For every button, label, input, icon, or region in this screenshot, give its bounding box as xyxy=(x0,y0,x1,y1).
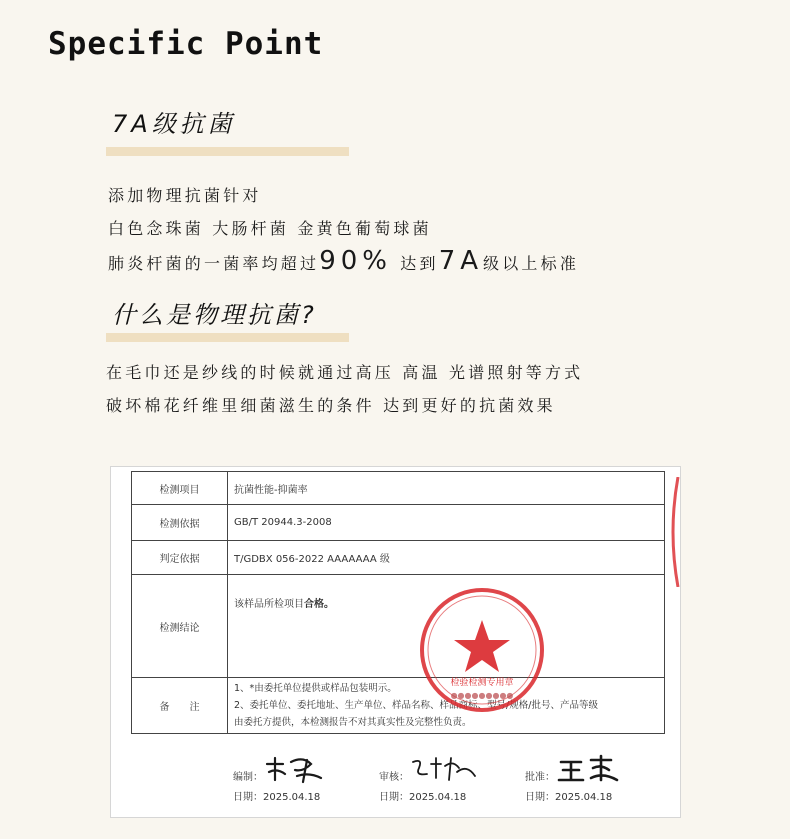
table-row-remarks xyxy=(132,678,665,734)
handwritten-signature-icon xyxy=(409,754,479,784)
row-key: 检测结论 xyxy=(132,575,228,678)
table-row xyxy=(132,472,665,505)
handwritten-signature-icon xyxy=(555,754,625,784)
stats-text: 肺炎杆菌的一菌率均超过 xyxy=(108,254,320,273)
official-seal-stamp xyxy=(417,585,547,715)
body-line: 添加物理抗菌针对 xyxy=(108,186,262,205)
remark-line: 1、*由委托单位提供或样品包装明示。 xyxy=(234,683,397,694)
section-heading-antibacterial: 7A级抗菌 xyxy=(112,110,236,138)
conclusion-text: 该样品所检项目 xyxy=(234,599,304,610)
table-row xyxy=(132,505,665,541)
row-value: T/GDBX 056-2022 AAAAAAA 级 xyxy=(228,541,665,575)
row-key: 检测依据 xyxy=(132,505,228,541)
signature-label: 编制： xyxy=(233,772,263,783)
heading-underline-bar xyxy=(106,333,349,342)
body-line-stats xyxy=(108,246,579,276)
stamp-label: 检验检测专用章 xyxy=(450,678,514,688)
stats-grade: 7A xyxy=(438,246,484,276)
test-report xyxy=(110,466,681,818)
heading-underline-bar xyxy=(106,147,349,156)
table-row-conclusion xyxy=(132,575,665,678)
row-value: 抗菌性能-抑菌率 xyxy=(228,472,665,505)
signature-date: 日期：2025.04.18 xyxy=(233,792,321,803)
body-line: 在毛巾还是纱线的时候就通过高压 高温 光谱照射等方式 xyxy=(106,363,584,382)
edge-seal-stamp xyxy=(666,477,680,587)
svg-text:●●●●●●●●●: ●●●●●●●●● xyxy=(450,691,514,700)
signature-date: 日期：2025.04.18 xyxy=(379,792,467,803)
table-row xyxy=(132,541,665,575)
row-key: 检测项目 xyxy=(132,472,228,505)
page-title: Specific Point xyxy=(48,26,324,62)
conclusion-result: 合格。 xyxy=(304,599,334,610)
remark-line: 由委托方提供，本检测报告不对其真实性及完整性负责。 xyxy=(234,717,472,728)
row-value: GB/T 20944.3-2008 xyxy=(228,505,665,541)
body-line: 白色念珠菌 大肠杆菌 金黄色葡萄球菌 xyxy=(108,219,432,238)
stats-text: 级以上标准 xyxy=(483,254,580,273)
remark-line: 2、委托单位、委托地址、生产单位、样品名称、样品商标、型号/规格/批号、产品等级 xyxy=(234,700,598,711)
section-heading-physical: 什么是物理抗菌? xyxy=(112,301,317,329)
stats-percentage: 90% xyxy=(319,246,392,276)
signature-label: 审核： xyxy=(379,772,409,783)
body-line: 破坏棉花纤维里细菌滋生的条件 达到更好的抗菌效果 xyxy=(106,396,556,415)
stats-text: 达到 xyxy=(392,254,439,273)
row-key: 备 注 xyxy=(132,678,228,734)
signature-date: 日期：2025.04.18 xyxy=(525,792,613,803)
row-key: 判定依据 xyxy=(132,541,228,575)
signature-label: 批准： xyxy=(525,772,555,783)
report-table xyxy=(131,471,665,734)
handwritten-signature-icon xyxy=(263,754,325,784)
